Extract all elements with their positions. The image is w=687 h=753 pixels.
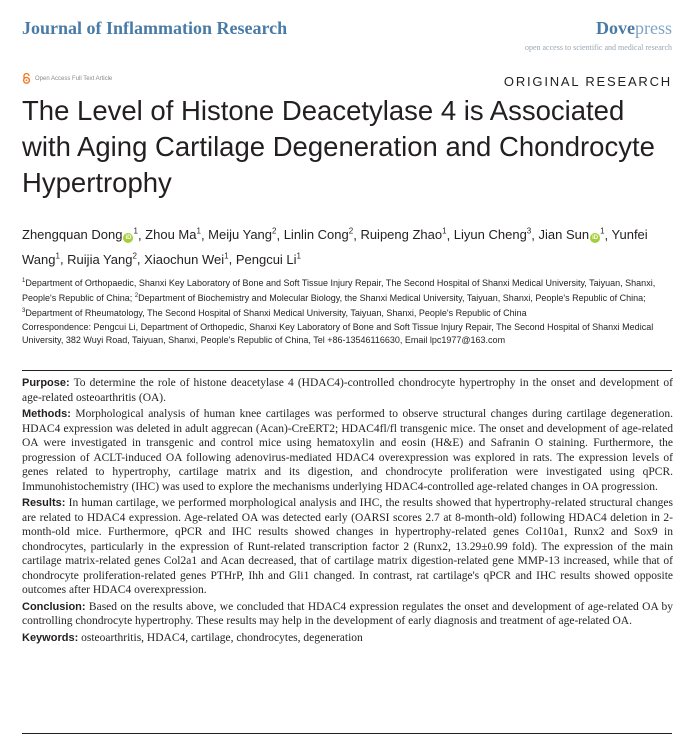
author-affiliation-number: 2 [272,227,277,236]
affiliations [22,275,674,320]
author[interactable] [144,252,228,267]
author-name: Ruijia Yang [67,251,133,267]
author-affiliation-number: 1 [196,227,201,236]
methods-label: Methods: [22,408,71,420]
affiliation-number: 2 [134,293,139,299]
affiliation-number: 1 [22,278,26,284]
author-name: Zhou Ma [145,227,197,243]
keywords-text: osteoarthritis, HDAC4, cartilage, chondrocytes, degeneration [78,631,363,644]
open-access-label [22,73,112,84]
abstract-top-rule [22,370,672,371]
author-affiliation-number: 1 [224,251,229,261]
affiliation-text: Department of Orthopaedic, Shanxi Key Laboratory of Bone and Soft Tissue Injury Repair, The Second Hospital of Shanxi Medical University, Taiyuan, Shanxi, People's Republic of China; [22,278,656,303]
correspondence: Correspondence: Pengcui Li, Department of Orthopedic, Shanxi Key Laboratory of Bone and Soft Tissue Injury Repair, The Second Hospital of Shanxi Medical University, 382 Wuyi Road, Taiyuan, Shanxi, People's Republic of China, Tel +86-13546116630, Email lpc1977@163.com [22,322,654,345]
conclusion-label: Conclusion: [22,600,86,613]
methods-text: Morphological analysis of human knee cartilages was performed to observe structural changes during cartilage degeneration. HDAC4 expression was deleted in adult aggrecan (Acan)-CreERT2; HDAC4fl/fl transgenic mice. The onset and development of age-related OA were investigated in transgenic and control mice using hematoxylin and eosin (H&E) and Safranin O staining. Furthermore, the progression of ACLT-induced OA following adenovirus-mediated HDAC4 overexpression was explored in rats. The expression levels of genes related to hypertrophy, cartilage matrix and its digestion, and chondrocyte proliferation were investigated using qPCR. Immunohistochemistry (IHC) was used to explore the mechanisms underlying HDAC4-controlled age-related changes in OA progression. [22,408,673,493]
article-type: ORIGINAL RESEARCH [503,74,672,89]
affiliation-text: Department of Rheumatology, The Second Hospital of Shanxi Medical University, Taiyuan, Shanxi, People's Republic of China [25,308,527,318]
abstract-bottom-rule [22,733,672,734]
purpose-text: To determine the role of histone deacetylase 4 (HDAC4)-controlled chondrocyte hypertrophy in the onset and development of age-related osteoarthritis (OA). [22,377,673,404]
author-name: Linlin Cong [283,227,349,243]
orcid-icon[interactable]: iD [592,235,599,242]
affiliation-number: 3 [22,308,26,314]
keywords-label: Keywords: [22,631,79,644]
author-name: Meiju Yang [208,227,273,243]
publisher-press: press [635,18,672,38]
open-access-icon [22,73,31,84]
author-affiliation-number: 1 [600,227,605,236]
author-name: Liyun Cheng [453,227,527,243]
author-name: Yunfei Wang [22,227,648,267]
author-affiliation-number: 1 [55,251,60,261]
abstract-methods [22,407,673,494]
author[interactable] [454,227,531,242]
publisher-tagline: open access to scientific and medical research [524,43,672,52]
author-name: Ruipeng Zhao [360,227,443,243]
author-affiliation-number: 2 [132,251,137,261]
author-name: Zhengquan Dong [22,227,123,243]
purpose-label: Purpose: [22,377,70,389]
results-text: In human cartilage, we performed morphological analysis and IHC, the results showed that hypertrophy-related structural changes are related to HDAC4 expression. Age-related OA was detected early (OARSI scores 2.7 at 8-month-old) following HDAC4 deletion in 2-month-old mice. Furthermore, qPCR and IHC results showed changes in hypertrophy-related genes Col10a1, Runx2 and Sox9 in chondrocytes, particularly in the expression of Runt-related transcription factor 2 (Runx2, 13.29±0.99 fold). The expression of the main cartilage matrix-related genes Col2a1 and Acan decreased, that of cartilage matrix digestion-related gene MMP-13 increased, while that of chondrocyte proliferation-related genes PTHrP, Ihh and Gli1 changed. In contrast, rat cartilage's qPCR and IHC results showed opposite outcomes after HDAC4 overexpression. [22,497,673,596]
author-affiliation-number: 3 [526,227,532,236]
abstract-purpose [22,376,673,405]
author[interactable] [236,252,301,267]
author[interactable] [67,252,137,267]
author[interactable] [208,227,276,242]
article-title: The Level of Histone Deacetylase 4 is Associated with Aging Cartilage Degeneration and Chondrocyte Hypertrophy [22,95,655,198]
abstract-results [22,496,673,598]
author-name: Xiaochun Wei [144,251,225,267]
author[interactable] [360,227,446,242]
author[interactable] [284,227,354,242]
publisher-dove: Dove [596,18,635,38]
author-name: Pengcui Li [235,251,297,267]
author[interactable] [22,227,138,242]
author-affiliation-number: 2 [348,227,354,236]
conclusion-text: Based on the results above, we concluded that HDAC4 expression regulates the onset and development of age-related OA by controlling chondrocyte hypertrophy. These results may help in the development of early diagnosis and treatment of age-related OA. [22,600,673,627]
author[interactable] [538,227,604,242]
author-list: Zhengquan Dong $iD^1$, Zhou Ma$^1$, Meiju Yang$^2$, Linlin Cong$^2$, Ruipeng Zhao$^1$, Liyun Cheng$^3$, Jian Sun $iD^1$, Yunfei Wang$^1$, Ruijia Yang$^2$, Xiaochun Wei$^1$, Pengcui Li$^1$ [22,227,648,267]
results-label: Results: [22,497,66,509]
open-access-text: Open Access Full Text Article [35,75,113,82]
journal-name[interactable]: Journal of Inflammation Research [22,18,288,38]
abstract-keywords [22,631,673,646]
affiliation-text: Department of Biochemistry and Molecular Biology, the Shanxi Medical University, Taiyuan, Shanxi, People's Republic of China; [138,293,646,303]
author-affiliation-number: 1 [296,251,301,261]
abstract-conclusion [22,600,673,629]
abstract [22,376,673,647]
orcid-icon[interactable]: iD [125,235,132,242]
author-affiliation-number: 1 [133,227,138,236]
publisher-logo[interactable] [596,18,672,39]
author-affiliation-number: 1 [442,227,447,236]
author-name: Jian Sun [538,227,590,243]
author[interactable] [145,227,201,242]
